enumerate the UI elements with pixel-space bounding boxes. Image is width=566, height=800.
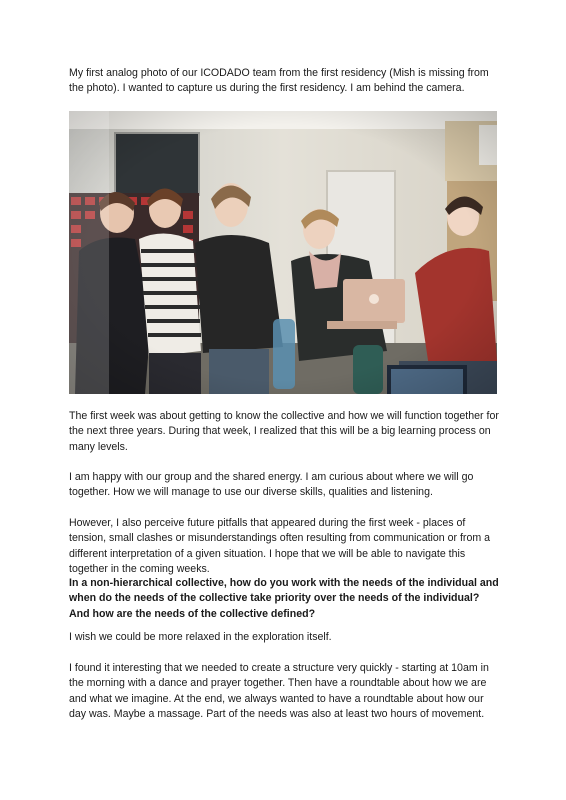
paragraph-relaxed: I wish we could be more relaxed in the exploration itself.	[69, 631, 332, 643]
paragraph-pitfalls: However, I also perceive future pitfalls that appeared during the first week - places of tension, small clashes or misunderstandings often resulting from communication or from a different interpretation of a given situation. I hope that we will be able to navigate this together in the coming weeks.	[69, 517, 490, 576]
paragraph-structure: I found it interesting that we needed to create a structure very quickly - starting at 10am in the morning with a dance and prayer together. Then have a roundtable about how we are and what we imagine. At the end, we always wanted to have a roundtable about how our day was. Maybe a massage. Part of the needs was also at least two hours of movement.	[69, 662, 489, 721]
paragraph-first-week: The first week was about getting to know the collective and how we will function together for the next three years. During that week, I realized that this will be a big learning process on many levels.	[69, 410, 499, 453]
team-photo	[69, 111, 497, 394]
paragraph-question-bold: In a non-hierarchical collective, how do you work with the needs of the individual and when do the needs of the collective take priority over the needs of the individual? And how are the needs of the collective defined?	[69, 577, 499, 620]
photo-caption: My first analog photo of our ICODADO team from the first residency (Mish is missing from the photo). I wanted to capture us during the first residency. I am behind the camera.	[69, 67, 489, 95]
paragraph-happy-group: I am happy with our group and the shared energy. I am curious about where we will go together. How we will manage to use our diverse skills, qualities and listening.	[69, 471, 474, 499]
